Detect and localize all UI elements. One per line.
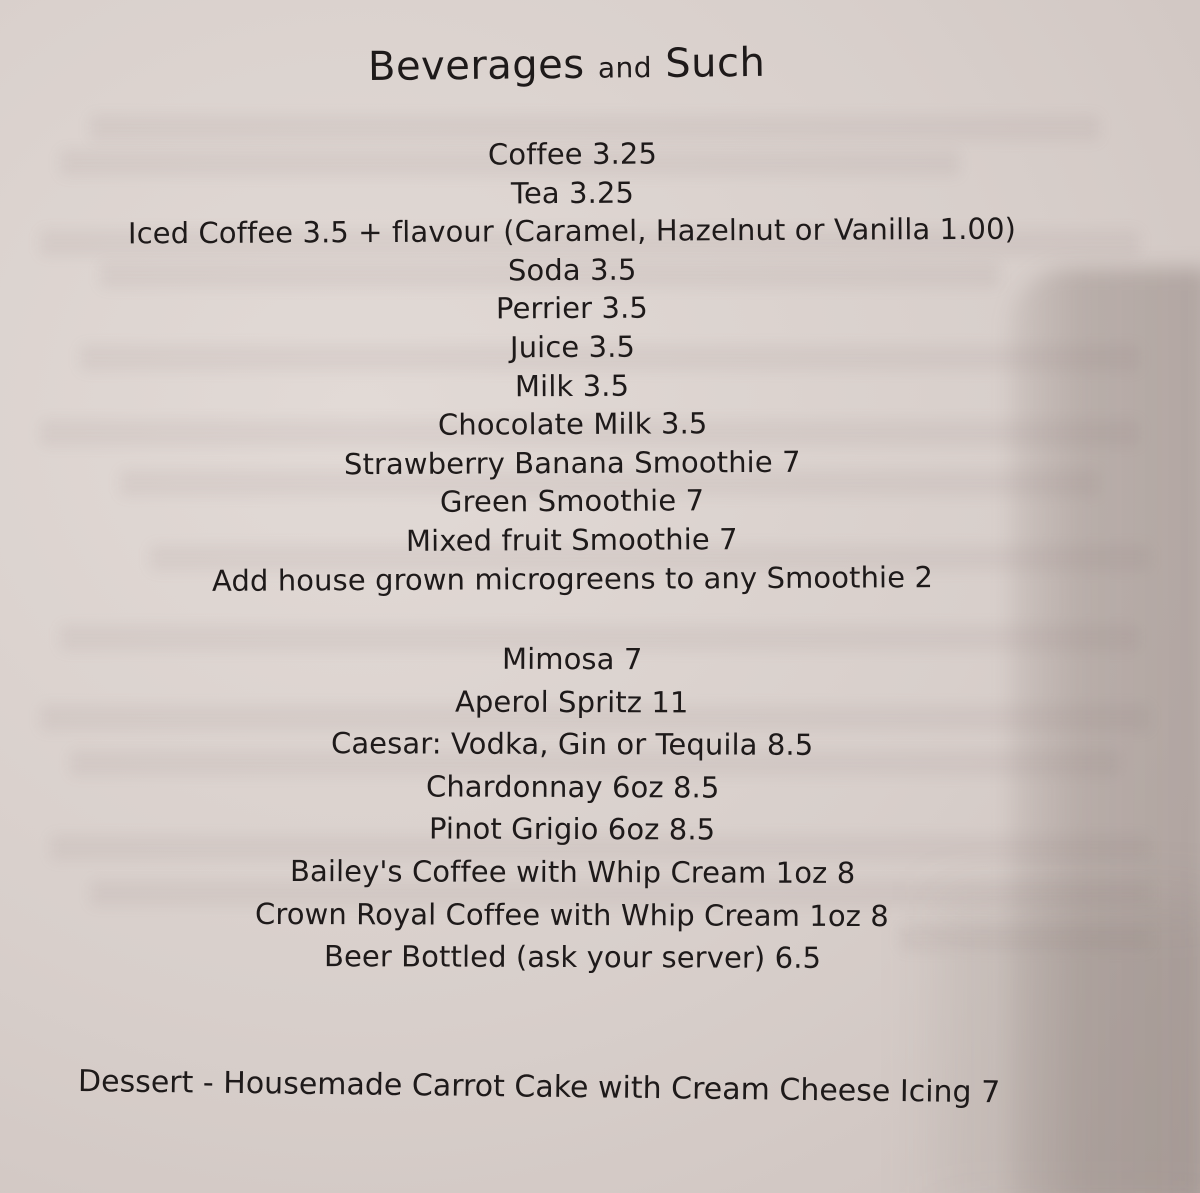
- menu-item: Caesar: Vodka, Gin or Tequila 8.5: [330, 726, 814, 763]
- title-word: Beverages: [367, 41, 585, 90]
- menu-item: Beer Bottled (ask your server) 6.5: [323, 939, 821, 976]
- menu-item: Bailey's Coffee with Whip Cream 1oz 8: [289, 854, 855, 890]
- menu-item: Aperol Spritz 11: [454, 684, 689, 720]
- menu-item: Milk 3.5: [514, 368, 630, 403]
- menu-item: Soda 3.5: [507, 252, 637, 288]
- menu-item: Chardonnay 6oz 8.5: [425, 769, 719, 805]
- menu-item: Chocolate Milk 3.5: [437, 406, 707, 442]
- menu-item: Green Smoothie 7: [439, 483, 705, 520]
- dessert-line: Dessert - Housemade Carrot Cake with Cream Cheese Icing 7: [77, 1064, 1001, 1111]
- menu-item: Crown Royal Coffee with Whip Cream 1oz 8: [254, 896, 889, 933]
- menu-item: Pinot Grigio 6oz 8.5: [428, 811, 716, 847]
- menu-item: Add house grown microgreens to any Smoothie 2: [211, 559, 933, 598]
- menu-item: Tea 3.25: [510, 175, 634, 210]
- menu-title: [368, 39, 808, 90]
- title-word: Such: [665, 39, 766, 87]
- menu-item: Iced Coffee 3.5 + flavour (Caramel, Hazelnut or Vanilla 1.00): [127, 211, 1017, 251]
- menu-item: Coffee 3.25: [487, 136, 657, 172]
- title-connector: and: [597, 51, 653, 85]
- menu-item: Perrier 3.5: [495, 290, 648, 326]
- menu-item: Mixed fruit Smoothie 7: [405, 522, 738, 558]
- menu-item: Strawberry Banana Smoothie 7: [343, 444, 801, 481]
- menu-item: Juice 3.5: [509, 329, 635, 365]
- menu-item: Mimosa 7: [501, 641, 643, 677]
